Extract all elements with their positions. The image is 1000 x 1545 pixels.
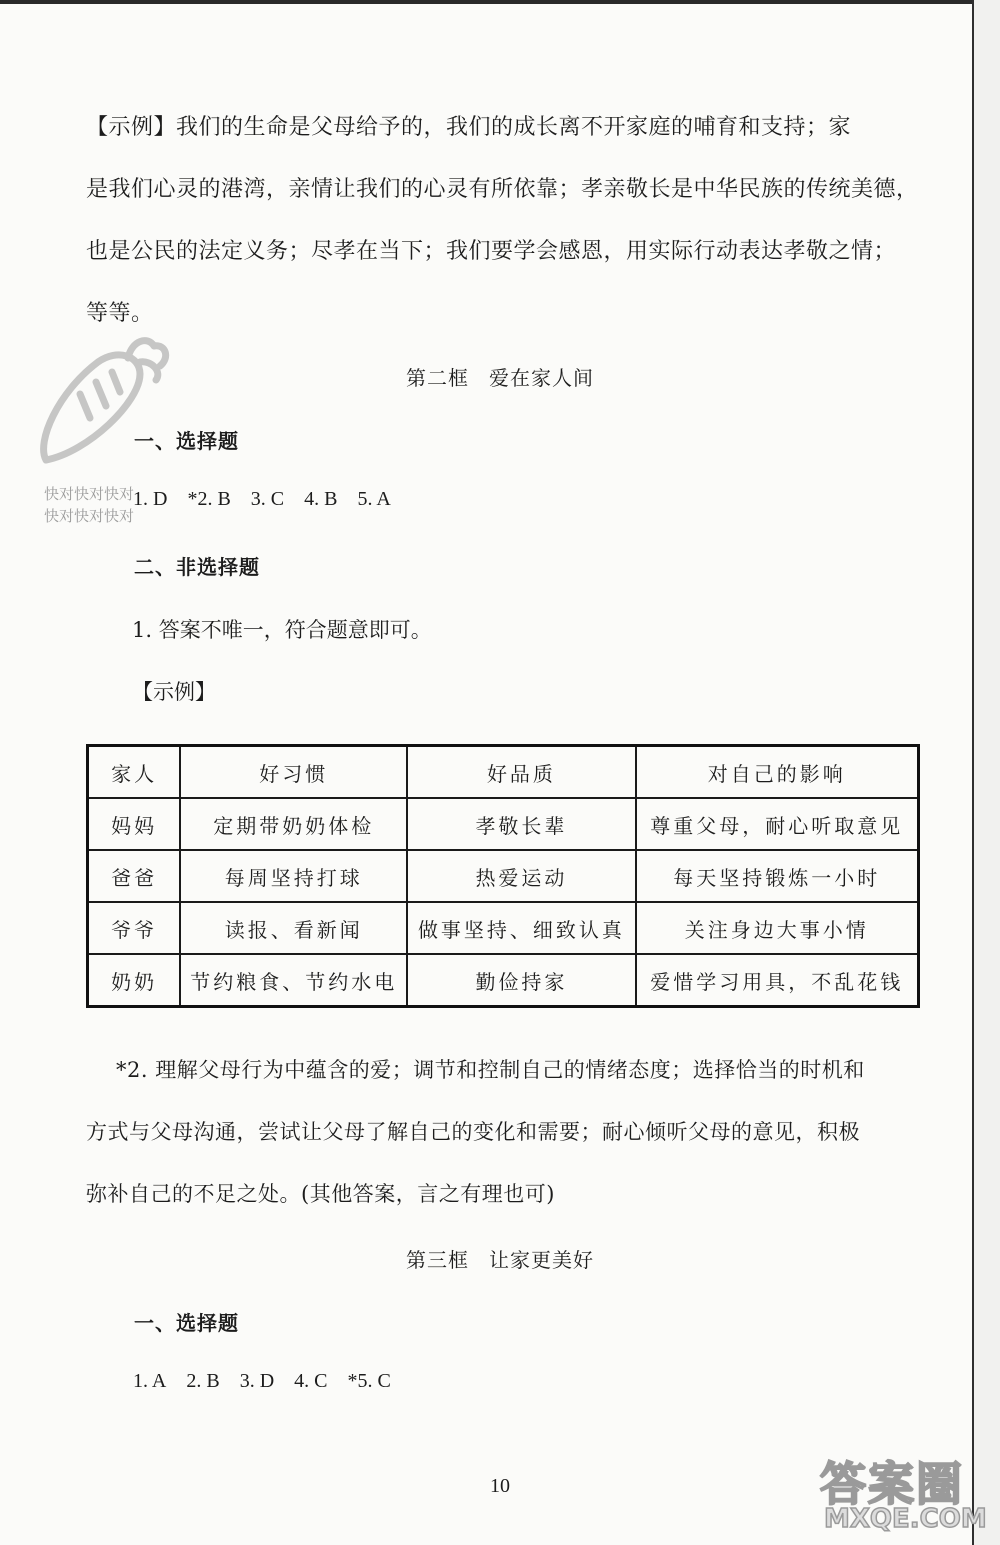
table-header: 对自己的影响 [636, 746, 919, 799]
section-number: 第二框 [406, 366, 469, 390]
answer-item: 4. C [294, 1370, 328, 1392]
table-header-row [88, 746, 919, 799]
watermark-line: 快对快对快对 [44, 485, 135, 503]
corner-watermark-text: 答案圈 [820, 1457, 964, 1511]
table-cell: 爸爸 [88, 850, 181, 902]
table-row [88, 954, 919, 1007]
table-row [88, 902, 919, 954]
nonchoice-heading: 二、非选择题 [134, 555, 260, 579]
table-cell: 节约粮食、节约水电 [180, 954, 407, 1007]
section-number: 第三框 [406, 1248, 469, 1272]
section-name: 让家更美好 [489, 1248, 594, 1272]
table-cell: 热爱运动 [407, 850, 635, 902]
q2-line: 方式与父母沟通，尝试让父母了解自己的变化和需要；耐心倾听父母的意见，积极 [86, 1120, 860, 1144]
table-cell: 爷爷 [88, 902, 181, 954]
table-header: 家人 [88, 746, 181, 799]
example-label: 【示例】 [132, 680, 216, 704]
table-row [88, 798, 919, 850]
table-header: 好习惯 [180, 746, 407, 799]
watermark-line: 快对快对快对 [44, 507, 135, 525]
q2-line: *2. 理解父母行为中蕴含的爱；调节和控制自己的情绪态度；选择恰当的时机和 [116, 1058, 865, 1082]
table-cell: 每周坚持打球 [180, 850, 407, 902]
answer-item: *5. C [347, 1370, 391, 1392]
answer-item: 3. D [239, 1370, 275, 1392]
table-cell: 勤俭持家 [407, 954, 635, 1007]
section-name: 爱在家人间 [489, 366, 594, 390]
watermark-text [44, 483, 134, 527]
scan-edge-top [0, 0, 1000, 4]
choice-heading: 一、选择题 [134, 1311, 239, 1335]
intro-line: 等等。 [86, 301, 154, 326]
section-title [0, 1244, 1000, 1273]
answer-item: *2. B [187, 488, 231, 510]
choice-answers [133, 488, 411, 511]
answer-item: 1. D [133, 488, 168, 510]
table-cell: 爱惜学习用具，不乱花钱 [636, 954, 919, 1007]
table-cell: 奶奶 [88, 954, 181, 1007]
table-cell: 妈妈 [88, 798, 181, 850]
q2-line: 弥补自己的不足之处。(其他答案，言之有理也可) [86, 1182, 555, 1206]
choice-answers [133, 1370, 411, 1393]
page-number: 10 [490, 1475, 510, 1497]
intro-line: 也是公民的法定义务；尽孝在当下；我们要学会感恩，用实际行动表达孝敬之情； [86, 239, 897, 264]
choice-heading: 一、选择题 [134, 429, 239, 453]
answer-item: 3. C [250, 488, 285, 510]
table-header: 好品质 [407, 746, 635, 799]
answer-item: 5. A [357, 488, 391, 510]
table-cell: 做事坚持、细致认真 [407, 902, 635, 954]
table-cell: 每天坚持锻炼一小时 [636, 850, 919, 902]
table-cell: 尊重父母，耐心听取意见 [636, 798, 919, 850]
example-table [86, 744, 920, 1008]
answer-item: 2. B [186, 1370, 220, 1392]
corner-watermark-url: MXQE.COM [824, 1504, 987, 1534]
table-cell: 读报、看新闻 [180, 902, 407, 954]
table-cell: 孝敬长辈 [407, 798, 635, 850]
scan-edge-right [972, 0, 1000, 1545]
answer-item: 4. B [304, 488, 338, 510]
table-row [88, 850, 919, 902]
intro-line: 【示例】我们的生命是父母给予的，我们的成长离不开家庭的哺育和支持；家 [86, 115, 852, 140]
table-cell: 关注身边大事小情 [636, 902, 919, 954]
question-1-answer: 1. 答案不唯一，符合题意即可。 [132, 618, 432, 642]
carrot-logo-icon [28, 322, 178, 476]
answer-item: 1. A [133, 1370, 167, 1392]
table-cell: 定期带奶奶体检 [180, 798, 407, 850]
intro-line: 是我们心灵的港湾，亲情让我们的心灵有所依靠；孝亲敬长是中华民族的传统美德， [86, 177, 919, 202]
corner-watermark-logo [820, 1448, 990, 1538]
